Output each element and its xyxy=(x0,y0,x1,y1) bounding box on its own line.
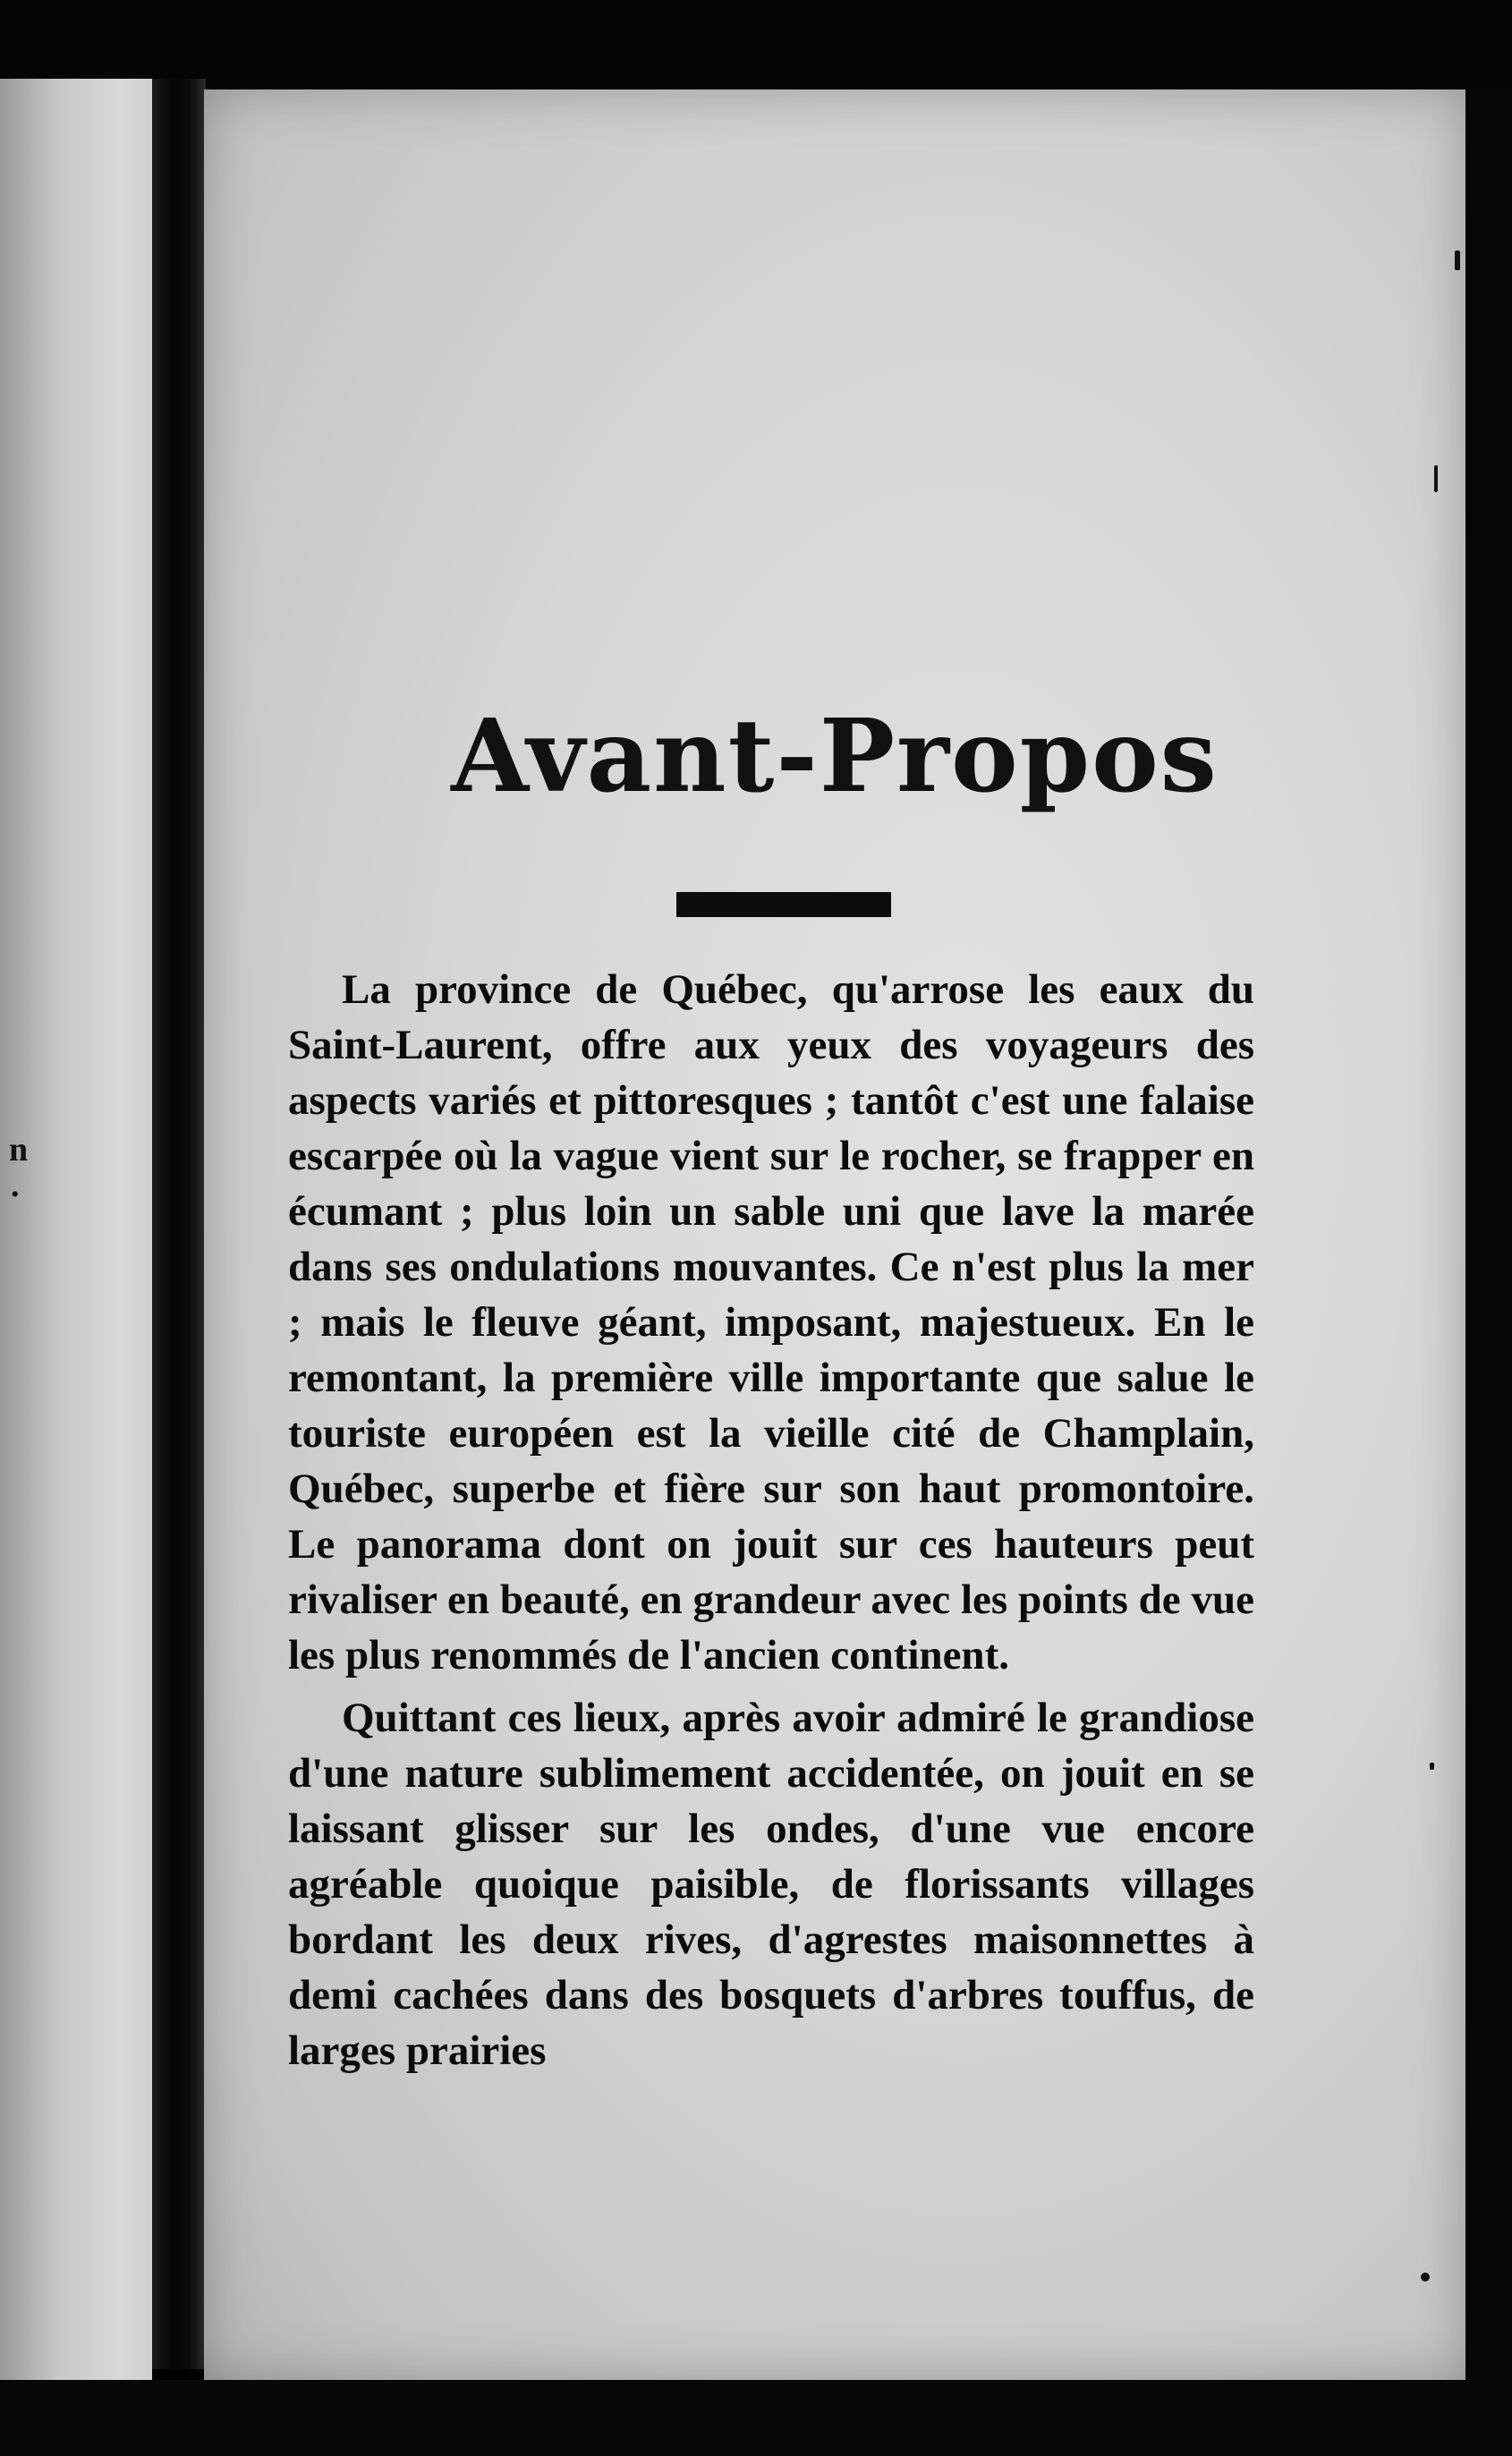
book-spine-gutter xyxy=(152,79,206,2369)
page-title: Avant-Propos xyxy=(451,698,1219,815)
page-body xyxy=(288,962,1254,2086)
scan-right-border xyxy=(1465,89,1512,2456)
scan-top-border xyxy=(0,0,1512,89)
previous-page-edge xyxy=(0,79,152,2387)
previous-page-fragment: n xyxy=(9,1131,29,1169)
paragraph: Quittant ces lieux, après avoir admiré le grandiose d'une nature sublimement accidentée, on jouit en se laissant glisser sur les ondes, d'une vue encore agréable quoique paisible, de florissants villages bordant les deux rives, d'agrestes maisonnettes à demi cachées dans des bosquets d'arbres touffus, de larges prairies xyxy=(288,1695,1254,2074)
paragraph: La province de Québec, qu'arrose les eaux du Saint-Laurent, offre aux yeux des voyageurs des aspects variés et pittoresques ; tantôt c'est une falaise escarpée où la vague vient sur le rocher, se frapper en écumant ; plus loin un sable uni que lave la marée dans ses ondulations mouvantes. Ce n'est plus la mer ; mais le fleuve géant, imposant, majestueux. En le remontant, la première ville importante que salue le touriste européen est la vieille cité de Champlain, Québec, superbe et fière sur son haut promontoire. Le panorama dont on jouit sur ces hauteurs peut rivaliser en beauté, en grandeur avec les points de vue les plus renommés de l'ancien continent. xyxy=(288,966,1254,1678)
title-underline-rule xyxy=(676,892,891,917)
scan-bottom-border xyxy=(0,2380,1512,2456)
book-page xyxy=(204,89,1465,2380)
previous-page-fragment: . xyxy=(11,1167,20,1204)
